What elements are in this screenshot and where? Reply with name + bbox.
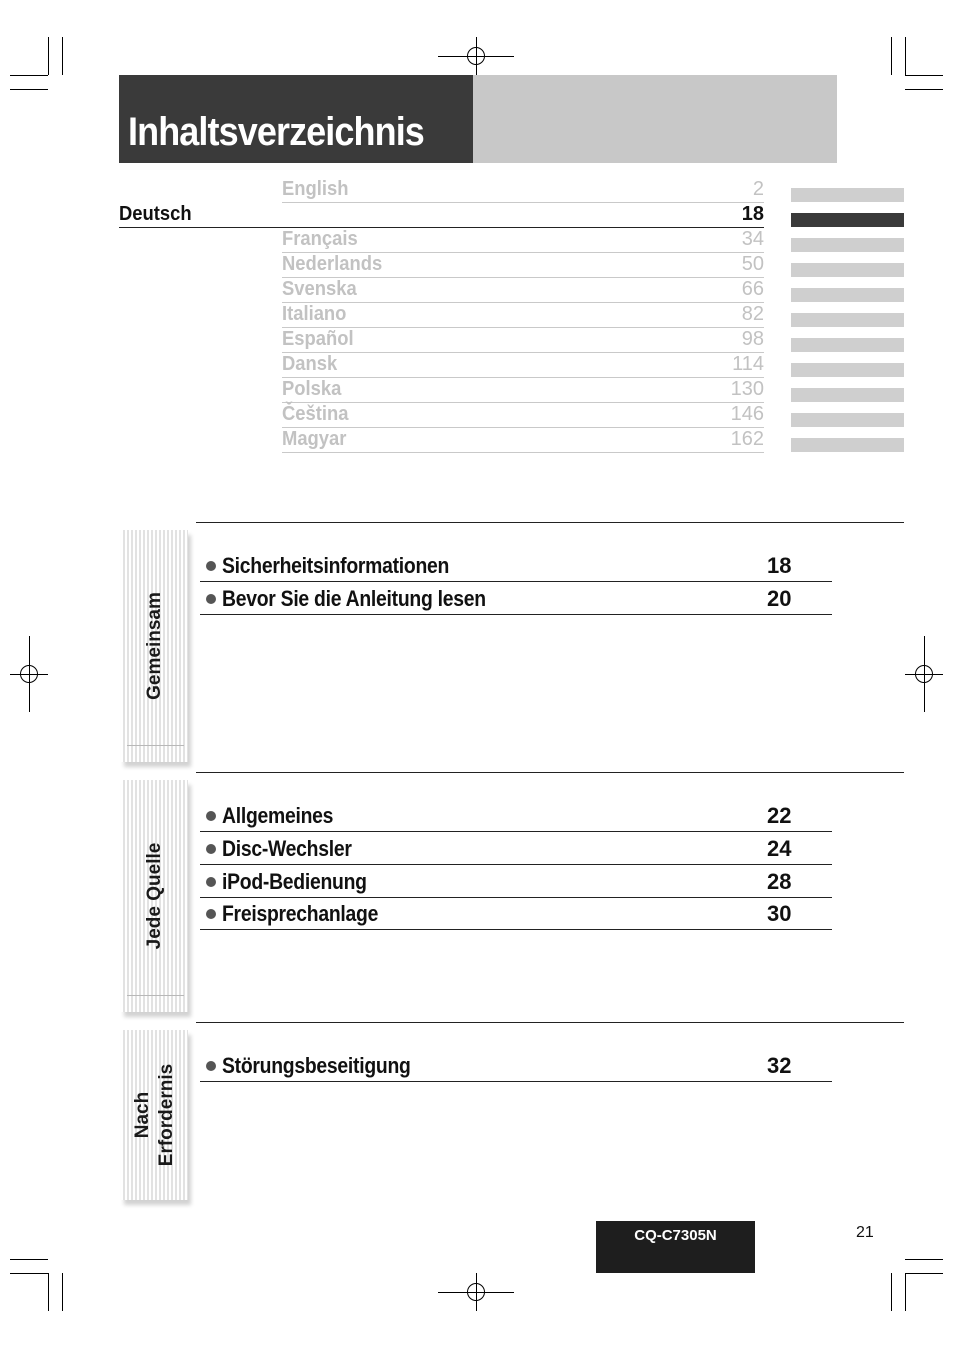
crop-mark: [905, 1259, 943, 1260]
language-row-magyar[interactable]: [282, 427, 764, 453]
crop-mark: [891, 1273, 892, 1311]
language-page: 162: [730, 428, 764, 450]
toc-entry-page: 30: [767, 901, 792, 926]
crop-mark: [10, 89, 48, 90]
toc-entry[interactable]: [200, 549, 832, 582]
language-tab: [791, 363, 904, 377]
language-tab: [791, 388, 904, 402]
crop-mark: [62, 37, 63, 75]
language-name: Español: [282, 328, 354, 350]
crop-mark: [48, 37, 49, 75]
section-tab-label: Jede Quelle: [143, 842, 165, 950]
toc-entry-label: Bevor Sie die Anleitung lesen: [222, 586, 486, 611]
toc-entry-page: 24: [767, 836, 792, 861]
section-tab-jede-quelle: [121, 780, 188, 1012]
toc-entry-label: Sicherheitsinformationen: [222, 553, 450, 578]
toc-entry-page: 22: [767, 803, 792, 828]
crop-mark: [10, 1273, 48, 1274]
tab-footer-line: [127, 745, 184, 746]
language-page: 50: [741, 253, 764, 275]
crop-mark: [891, 37, 892, 75]
toc-entry[interactable]: [200, 582, 832, 615]
language-page: 66: [741, 278, 764, 300]
language-name: Nederlands: [282, 253, 383, 275]
crop-mark: [905, 1273, 906, 1311]
section-tab-gemeinsam: [121, 530, 188, 762]
registration-circle: [467, 47, 485, 65]
crop-mark: [10, 75, 48, 76]
language-tab-active: [791, 213, 904, 227]
language-name: Français: [282, 228, 358, 250]
language-page: 82: [741, 303, 764, 325]
bullet-icon: [206, 877, 216, 887]
language-name: Dansk: [282, 353, 338, 375]
language-row-svenska[interactable]: [282, 277, 764, 303]
language-tab: [791, 413, 904, 427]
crop-mark: [905, 37, 906, 75]
bullet-icon: [206, 909, 216, 919]
toc-entry-page: 20: [767, 586, 792, 611]
language-page: 130: [730, 378, 764, 400]
toc-entry[interactable]: [200, 897, 832, 930]
language-page: 114: [732, 353, 764, 375]
crop-mark: [10, 1259, 48, 1260]
language-page: 18: [741, 203, 764, 225]
language-name: Svenska: [282, 278, 357, 300]
language-page: 146: [730, 403, 764, 425]
toc-entry-page: 28: [767, 869, 792, 894]
bullet-icon: [206, 561, 216, 571]
bullet-icon: [206, 1061, 216, 1071]
page-number: 21: [856, 1224, 874, 1241]
page-title: Inhaltsverzeichnis: [128, 110, 424, 154]
bullet-icon: [206, 594, 216, 604]
section-divider: [196, 1022, 904, 1023]
bullet-icon: [206, 844, 216, 854]
toc-entry-page: 18: [767, 553, 792, 578]
toc-entry-label: Disc-Wechsler: [222, 836, 352, 861]
language-name: Čeština: [282, 403, 349, 425]
registration-circle: [20, 665, 38, 683]
language-page: 2: [752, 178, 764, 200]
language-row-dansk[interactable]: [282, 352, 764, 378]
section-tab-label-line: Erfordernis: [155, 1063, 177, 1167]
language-row-francais[interactable]: [282, 227, 764, 253]
crop-mark: [62, 1273, 63, 1311]
registration-circle: [467, 1283, 485, 1301]
language-name: Magyar: [282, 428, 347, 450]
language-row-cestina[interactable]: [282, 402, 764, 428]
bullet-icon: [206, 811, 216, 821]
toc-entry[interactable]: [200, 1049, 832, 1082]
language-tab: [791, 188, 904, 202]
tab-footer-line: [127, 995, 184, 996]
registration-circle: [915, 665, 933, 683]
language-tab: [791, 313, 904, 327]
language-row-nederlands[interactable]: [282, 252, 764, 278]
crop-mark: [48, 1273, 49, 1311]
toc-entry[interactable]: [200, 799, 832, 832]
crop-mark: [905, 89, 943, 90]
model-label: CQ-C7305N: [634, 1227, 717, 1244]
language-row-english[interactable]: [282, 177, 764, 203]
language-row-italiano[interactable]: [282, 302, 764, 328]
language-name: Italiano: [282, 303, 347, 325]
title-bar-accent: [473, 75, 837, 163]
language-tab: [791, 288, 904, 302]
language-name: Deutsch: [119, 203, 192, 225]
language-tab: [791, 263, 904, 277]
section-tab-label: Gemeinsam: [143, 592, 165, 700]
language-row-deutsch[interactable]: [119, 202, 764, 228]
section-divider: [196, 522, 904, 523]
language-row-polska[interactable]: [282, 377, 764, 403]
language-tab: [791, 438, 904, 452]
language-name: English: [282, 178, 349, 200]
language-row-espanol[interactable]: [282, 327, 764, 353]
language-tab: [791, 338, 904, 352]
section-tab-label: [131, 1064, 179, 1166]
section-divider: [196, 772, 904, 773]
section-tab-nach-erfordernis: [121, 1030, 188, 1200]
toc-entry-page: 32: [767, 1053, 792, 1078]
language-page: 34: [741, 228, 764, 250]
section-tab-label-line: Nach: [131, 1091, 153, 1139]
language-name: Polska: [282, 378, 342, 400]
toc-entry-label: iPod-Bedienung: [222, 869, 367, 894]
toc-entry[interactable]: [200, 832, 832, 865]
toc-entry-label: Freisprechanlage: [222, 901, 379, 926]
toc-entry-label: Störungsbeseitigung: [222, 1053, 411, 1078]
crop-mark: [905, 1273, 943, 1274]
language-tab: [791, 238, 904, 252]
crop-mark: [905, 75, 943, 76]
toc-entry[interactable]: [200, 865, 832, 898]
language-page: 98: [741, 328, 764, 350]
toc-entry-label: Allgemeines: [222, 803, 334, 828]
